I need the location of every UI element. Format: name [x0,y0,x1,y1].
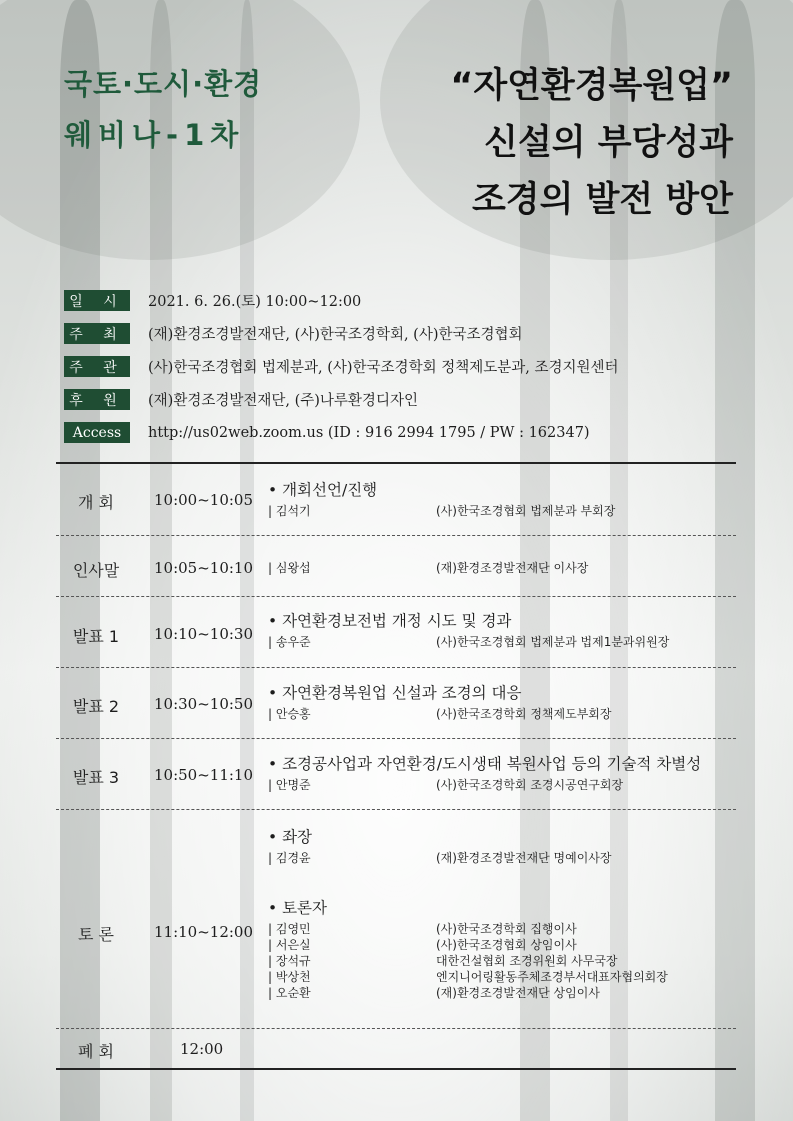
session-body [268,478,736,519]
session-time: 10:50~11:10 [154,766,254,784]
speaker-role: (사)한국조경협회 법제분과 법제1분과위원장 [436,635,670,649]
info-row-sponsor [64,389,619,410]
session-body [268,681,736,722]
main-title-line2: 신설의 부당성과 [484,123,733,163]
speaker-name: | 오순환 [268,985,436,1001]
speaker-role: (재)환경조경발전재단 명예이사장 [436,851,612,865]
event-info [64,290,619,455]
session-time: 12:00 [180,1040,224,1058]
info-row-organizer [64,356,619,377]
speaker-role: (사)한국조경학회 정책제도부회장 [436,707,612,721]
session-topic: • 자연환경보전법 개정 시도 및 경과 [268,609,736,631]
speaker [268,560,736,576]
session-body [268,825,736,1001]
session-label: 폐 회 [78,1042,114,1061]
speaker-role: 대한건설협회 조경위원회 사무국장 [436,954,618,968]
schedule-row-closing [56,1029,736,1070]
speaker-role: (사)한국조경학회 조경시공연구회장 [436,778,624,792]
schedule-row-opening [56,464,736,536]
info-value: (사)한국조경협회 법제분과, (사)한국조경학회 정책제도분과, 조경지원센터 [148,360,619,376]
webinar-series-title [64,62,262,154]
info-label: 주 최 [64,323,130,344]
speaker-name: | 안명준 [268,777,436,793]
info-label: 후 원 [64,389,130,410]
speaker-name: | 김영민 [268,921,436,937]
session-label: 발표 2 [72,697,120,716]
speaker-role: (재)환경조경발전재단 상임이사 [436,986,600,1000]
session-time: 11:10~12:00 [154,923,254,941]
panel-heading: • 토론자 [268,896,736,918]
session-time: 10:00~10:05 [154,491,254,509]
session-body [268,752,736,793]
session-label: 개 회 [78,493,114,512]
speaker-role: (재)환경조경발전재단 이사장 [436,561,589,575]
panelist [268,921,736,937]
speaker-name: | 안승홍 [268,706,436,722]
series-name: 국토·도시·환경 [64,67,263,101]
speaker-role: 엔지니어링활동주체조경부서대표자협의회장 [436,970,668,984]
info-value: (재)환경조경발전재단, (사)한국조경학회, (사)한국조경협회 [148,327,523,343]
info-value: (재)환경조경발전재단, (주)나루환경디자인 [148,393,418,409]
chair-heading: • 좌장 [268,825,736,847]
speaker [268,634,736,650]
session-label: 발표 3 [72,768,120,787]
panelist [268,969,736,985]
info-row-access [64,422,619,443]
speaker-name: | 송우준 [268,634,436,650]
session-body [268,609,736,650]
info-label: 주 관 [64,356,130,377]
speaker [268,777,736,793]
info-value: 2021. 6. 26.(토) 10:00~12:00 [148,294,362,310]
access-link[interactable]: http://us02web.zoom.us (ID : 916 2994 1795 / PW : 162347) [148,424,590,441]
program-schedule [56,462,736,1070]
speaker [268,850,736,866]
info-row-date [64,290,619,311]
speaker-name: | 박상천 [268,969,436,985]
session-topic: • 조경공사업과 자연환경/도시생태 복원사업 등의 기술적 차별성 [268,752,736,774]
schedule-row-presentation-2 [56,668,736,739]
session-time: 10:10~10:30 [154,625,254,643]
session-label: 발표 1 [72,627,120,646]
speaker-name: | 서은실 [268,937,436,953]
speaker [268,706,736,722]
schedule-row-greeting [56,536,736,597]
speaker-role: (사)한국조경협회 상임이사 [436,938,577,952]
panelist [268,985,736,1001]
speaker-name: | 김석기 [268,503,436,519]
main-title-line1: “자연환경복원업” [450,66,733,106]
speaker-name: | 심왕섭 [268,560,436,576]
session-body [268,560,736,576]
panelist [268,937,736,953]
session-label: 토 론 [78,925,114,944]
panelist [268,953,736,969]
session-topic: • 개회선언/진행 [268,478,736,500]
schedule-row-discussion [56,810,736,1029]
schedule-row-presentation-3 [56,739,736,810]
info-row-host [64,323,619,344]
info-label: 일 시 [64,290,130,311]
session-time: 10:05~10:10 [154,559,254,577]
speaker-role: (사)한국조경학회 집행이사 [436,922,577,936]
schedule-row-presentation-1 [56,597,736,668]
main-title [450,58,733,229]
session-topic: • 자연환경복원업 신설과 조경의 대응 [268,681,736,703]
speaker [268,503,736,519]
speaker-name: | 장석규 [268,953,436,969]
speaker-role: (사)한국조경협회 법제분과 부회장 [436,504,616,518]
info-label: Access [64,422,130,443]
session-time: 10:30~10:50 [154,695,254,713]
speaker-name: | 김경윤 [268,850,436,866]
session-label: 인사말 [72,561,120,580]
main-title-line3: 조경의 발전 방안 [471,180,733,220]
series-number: 웨비나-1차 [64,118,245,152]
